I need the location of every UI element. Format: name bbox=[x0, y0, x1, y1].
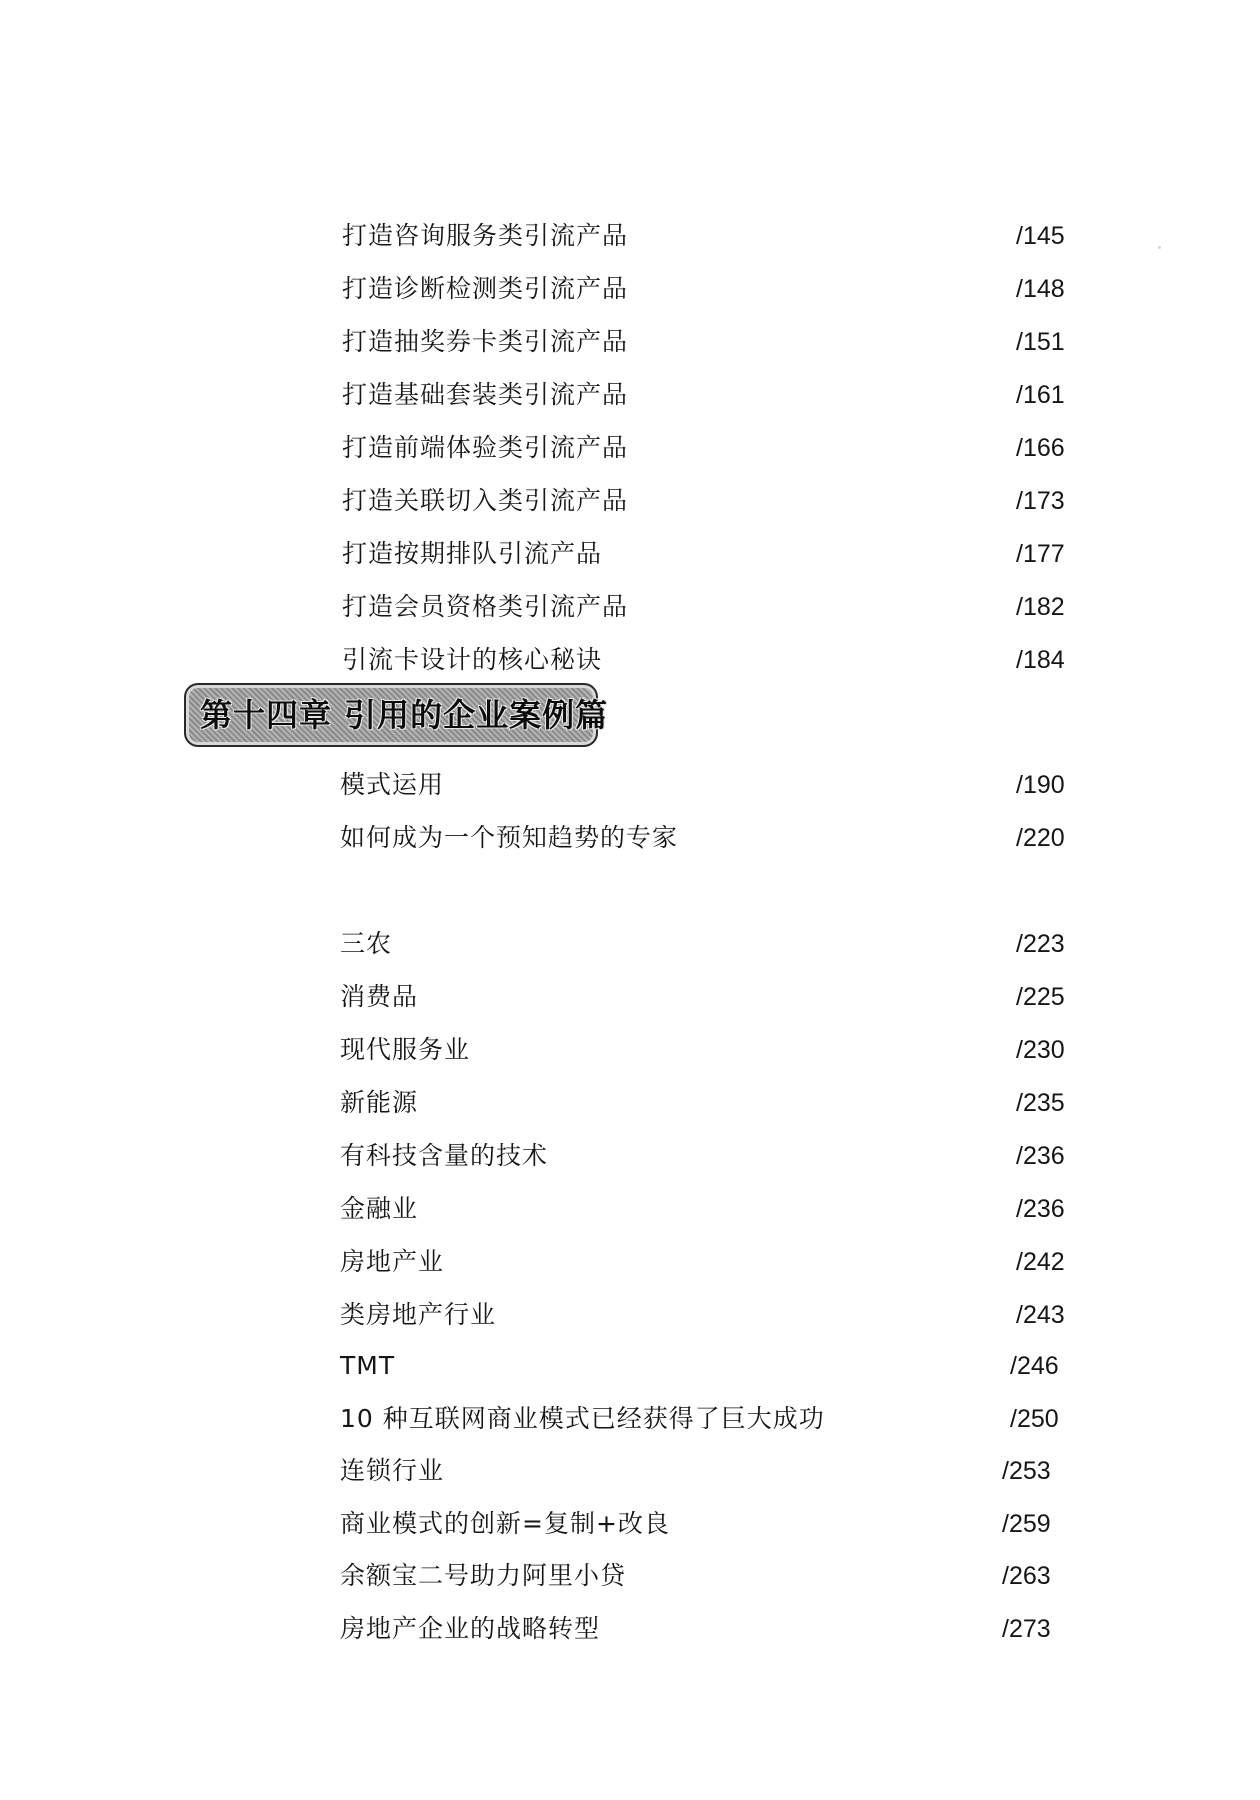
entry-page-number: /236 bbox=[1016, 1142, 1065, 1170]
toc-entry bbox=[0, 534, 1260, 574]
toc-entry bbox=[0, 1136, 1260, 1176]
entry-page-number: /223 bbox=[1016, 930, 1065, 958]
entry-title: 10 种互联网商业模式已经获得了巨大成功 bbox=[340, 1404, 825, 1433]
entry-page-number: /243 bbox=[1016, 1301, 1065, 1329]
entry-page-number: /220 bbox=[1016, 824, 1065, 852]
entry-title: 金融业 bbox=[340, 1194, 419, 1223]
entry-page-number: /182 bbox=[1016, 593, 1065, 621]
entry-page-number: /246 bbox=[1010, 1352, 1059, 1380]
toc-entry bbox=[0, 924, 1260, 964]
entry-title: 房地产企业的战略转型 bbox=[340, 1614, 601, 1643]
toc-entry bbox=[0, 977, 1260, 1017]
entry-title: 新能源 bbox=[340, 1088, 419, 1117]
toc-entry bbox=[0, 1399, 1260, 1439]
entry-page-number: /151 bbox=[1016, 328, 1065, 356]
entry-title: 引流卡设计的核心秘诀 bbox=[342, 645, 603, 674]
entry-page-number: /230 bbox=[1016, 1036, 1065, 1064]
entry-title: 现代服务业 bbox=[340, 1035, 471, 1064]
toc-entry bbox=[0, 269, 1260, 309]
entry-page-number: /166 bbox=[1016, 434, 1065, 462]
toc-entry bbox=[0, 216, 1260, 256]
toc-entry bbox=[0, 322, 1260, 362]
entry-title: 类房地产行业 bbox=[340, 1300, 497, 1329]
entry-page-number: /145 bbox=[1016, 222, 1065, 250]
toc-entry bbox=[0, 640, 1260, 680]
entry-title: 房地产业 bbox=[340, 1247, 445, 1276]
entry-title: 打造抽奖券卡类引流产品 bbox=[342, 327, 629, 356]
entry-page-number: /242 bbox=[1016, 1248, 1065, 1276]
entry-title: 如何成为一个预知趋势的专家 bbox=[340, 823, 679, 852]
chapter-title: 第十四章 引用的企业案例篇 bbox=[200, 696, 609, 734]
toc-entry bbox=[0, 1030, 1260, 1070]
entry-title: 打造基础套装类引流产品 bbox=[342, 380, 629, 409]
toc-entry bbox=[0, 587, 1260, 627]
entry-title: 模式运用 bbox=[340, 770, 445, 799]
toc-entry bbox=[0, 1295, 1260, 1335]
toc-entry bbox=[0, 1242, 1260, 1282]
entry-title: 打造关联切入类引流产品 bbox=[342, 486, 629, 515]
entry-page-number: /161 bbox=[1016, 381, 1065, 409]
entry-page-number: /253 bbox=[1002, 1457, 1051, 1485]
entry-title: 打造按期排队引流产品 bbox=[342, 539, 603, 568]
toc-entry bbox=[0, 818, 1260, 858]
entry-page-number: /235 bbox=[1016, 1089, 1065, 1117]
toc-entry bbox=[0, 1346, 1260, 1386]
entry-title: 连锁行业 bbox=[340, 1456, 445, 1485]
entry-page-number: /263 bbox=[1002, 1562, 1051, 1590]
entry-title: 三农 bbox=[340, 929, 393, 958]
toc-entry bbox=[0, 1189, 1260, 1229]
toc-entry bbox=[0, 765, 1260, 805]
toc-entry bbox=[0, 428, 1260, 468]
entry-title: 有科技含量的技术 bbox=[340, 1141, 549, 1170]
entry-page-number: /184 bbox=[1016, 646, 1065, 674]
entry-title: 打造诊断检测类引流产品 bbox=[342, 274, 629, 303]
entry-title: 打造前端体验类引流产品 bbox=[342, 433, 629, 462]
entry-page-number: /173 bbox=[1016, 487, 1065, 515]
scan-speck bbox=[1158, 246, 1161, 249]
entry-title: 消费品 bbox=[340, 982, 419, 1011]
toc-entry bbox=[0, 481, 1260, 521]
toc-entry bbox=[0, 1556, 1260, 1596]
entry-title: 商业模式的创新=复制+改良 bbox=[340, 1509, 670, 1538]
entry-page-number: /250 bbox=[1010, 1405, 1059, 1433]
toc-entry bbox=[0, 1609, 1260, 1649]
toc-entry bbox=[0, 1451, 1260, 1491]
entry-page-number: /190 bbox=[1016, 771, 1065, 799]
entry-page-number: /259 bbox=[1002, 1510, 1051, 1538]
entry-title: TMT bbox=[340, 1351, 396, 1380]
toc-entry bbox=[0, 375, 1260, 415]
entry-title: 打造咨询服务类引流产品 bbox=[342, 221, 629, 250]
toc-entry bbox=[0, 1504, 1260, 1544]
entry-title: 打造会员资格类引流产品 bbox=[342, 592, 629, 621]
entry-page-number: /148 bbox=[1016, 275, 1065, 303]
toc-entry bbox=[0, 1083, 1260, 1123]
chapter-heading bbox=[184, 683, 609, 747]
entry-title: 余额宝二号助力阿里小贷 bbox=[340, 1561, 627, 1590]
entry-page-number: /177 bbox=[1016, 540, 1065, 568]
entry-page-number: /273 bbox=[1002, 1615, 1051, 1643]
entry-page-number: /225 bbox=[1016, 983, 1065, 1011]
entry-page-number: /236 bbox=[1016, 1195, 1065, 1223]
